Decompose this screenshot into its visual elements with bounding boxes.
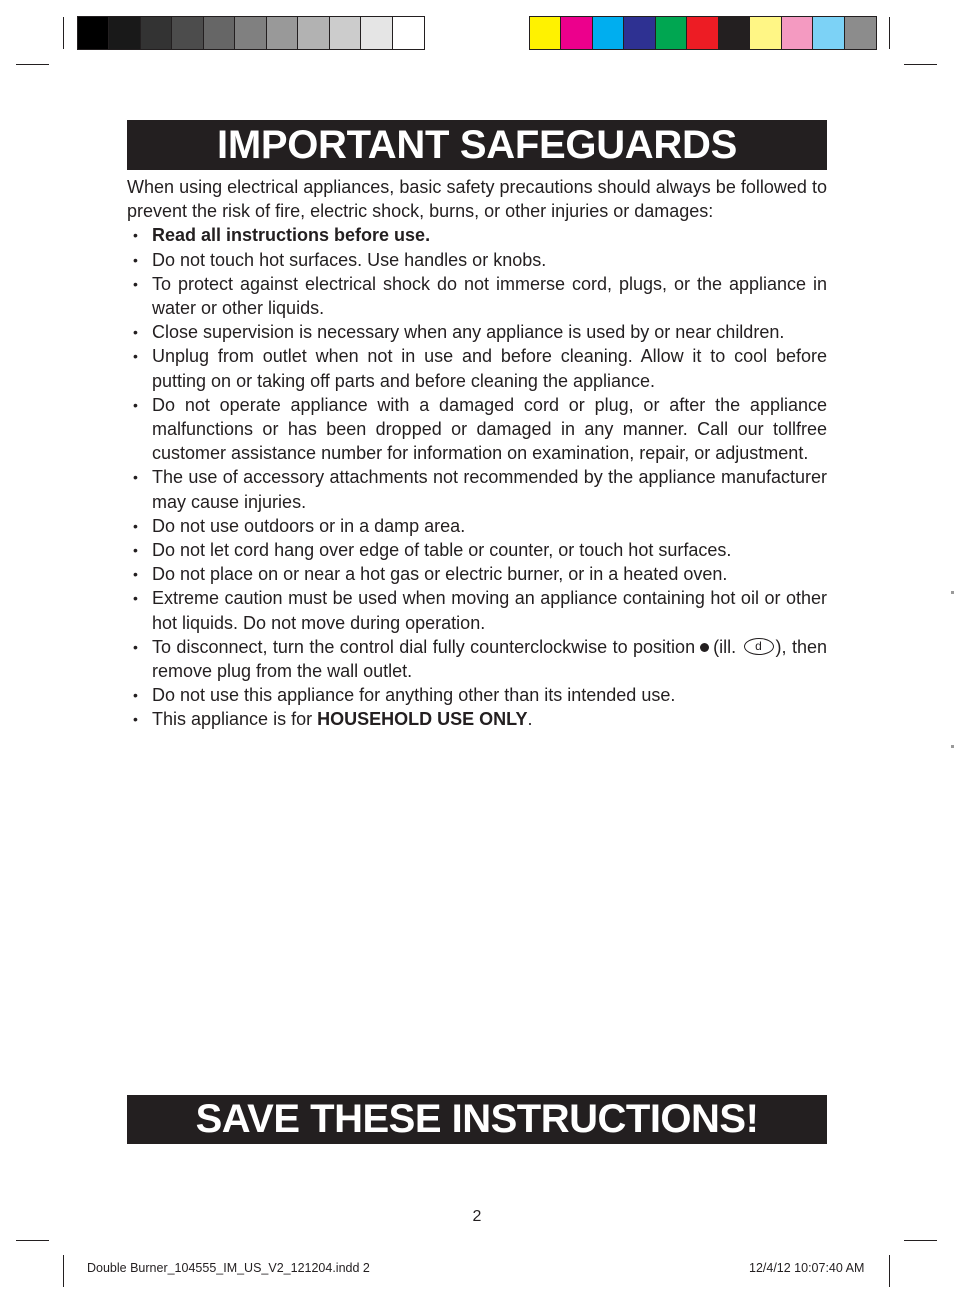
bullet-icon: • [133, 227, 138, 244]
list-item-text: Do not use outdoors or in a damp area. [152, 515, 466, 536]
list-item-text: Do not let cord hang over edge of table or counter, or touch hot surfaces. [152, 540, 732, 561]
grayscale-swatch [78, 17, 109, 49]
process-swatch [782, 17, 813, 49]
list-item-text: Do not use this appliance for anything other than its intended use. [152, 685, 676, 706]
illustration-d-icon: d [744, 638, 774, 655]
list-item [127, 586, 827, 634]
list-item [127, 320, 827, 344]
list-item-text: then remove plug from the wall outlet. [152, 636, 827, 682]
list-item [127, 683, 827, 707]
list-item [127, 272, 827, 320]
bullet-icon: • [133, 687, 138, 704]
grayscale-swatch [109, 17, 140, 49]
process-swatch [656, 17, 687, 49]
grayscale-swatch [235, 17, 266, 49]
crop-mark [16, 64, 49, 65]
crop-mark [904, 1240, 937, 1241]
slug-timestamp: 12/4/12 10:07:40 AM [749, 1261, 865, 1275]
crop-mark [889, 1255, 890, 1287]
list-item-text: This appliance is for [152, 709, 318, 730]
bullet-icon: • [133, 396, 138, 413]
save-instructions-banner: SAVE THESE INSTRUCTIONS! [127, 1095, 827, 1144]
crop-mark [889, 17, 890, 49]
crop-mark [904, 64, 937, 65]
bullet-icon: • [133, 324, 138, 341]
process-swatch [561, 17, 592, 49]
grayscale-swatch [361, 17, 392, 49]
process-swatch [719, 17, 750, 49]
list-item [127, 393, 827, 466]
illustration-reference-suffix: ), [775, 636, 787, 657]
household-use-emphasis: HOUSEHOLD USE ONLY [317, 709, 528, 730]
bullet-icon: • [133, 566, 138, 583]
illustration-reference-prefix: (ill. [713, 636, 737, 657]
process-color-bar [529, 16, 877, 50]
list-item [127, 514, 827, 538]
crop-mark [16, 1240, 49, 1241]
grayscale-swatch [141, 17, 172, 49]
bullet-icon: • [133, 542, 138, 559]
process-swatch [687, 17, 718, 49]
grayscale-swatch [172, 17, 203, 49]
bullet-icon: • [133, 711, 138, 728]
list-item-text: The use of accessory attachments not recommended by the appliance manufacturer may cause injuries. [152, 467, 827, 512]
process-swatch [593, 17, 624, 49]
page-title: IMPORTANT SAFEGUARDS [127, 120, 827, 170]
bullet-icon: • [133, 469, 138, 486]
list-item [127, 223, 827, 247]
list-item-punctuation: . [527, 709, 533, 730]
list-item-text: Do not place on or near a hot gas or electric burner, or in a heated oven. [152, 564, 728, 585]
bullet-icon: • [133, 348, 138, 365]
intro-paragraph: When using electrical appliances, basic safety precautions should always be followed to prevent the risk of fire, electric shock, burns, or other injuries or damages: [127, 177, 827, 222]
list-item [127, 707, 827, 731]
process-swatch [813, 17, 844, 49]
off-position-dot-icon [700, 643, 709, 652]
page-number: 2 [472, 1208, 482, 1225]
process-swatch [624, 17, 655, 49]
list-item-text: Unplug from outlet when not in use and before cleaning. Allow it to cool before putting on or taking off parts and before cleaning the appliance. [152, 346, 827, 391]
list-item-text: Do not touch hot surfaces. Use handles or knobs. [152, 249, 547, 270]
list-item-text: To disconnect, turn the control dial fully counterclockwise to position [152, 636, 696, 657]
list-item [127, 635, 827, 683]
crop-mark [63, 17, 64, 49]
list-item-text: Close supervision is necessary when any appliance is used by or near children. [152, 322, 785, 343]
grayscale-color-bar [77, 16, 425, 50]
list-item [127, 538, 827, 562]
list-item-text: Extreme caution must be used when moving an appliance containing hot oil or other hot liquids. Do not move during operation. [152, 588, 827, 633]
list-item [127, 465, 827, 513]
process-swatch [845, 17, 876, 49]
safeguards-list [127, 223, 827, 731]
grayscale-swatch [267, 17, 298, 49]
bullet-icon: • [133, 638, 138, 655]
list-item-text: To protect against electrical shock do not immerse cord, plugs, or the appliance in water or other liquids. [152, 273, 827, 319]
grayscale-swatch [330, 17, 361, 49]
bullet-icon: • [133, 590, 138, 607]
list-item [127, 248, 827, 272]
grayscale-swatch [204, 17, 235, 49]
grayscale-swatch [298, 17, 329, 49]
process-swatch [530, 17, 561, 49]
file-slug: Double Burner_104555_IM_US_V2_121204.indd 2 [87, 1261, 370, 1275]
process-swatch [750, 17, 781, 49]
list-item [127, 562, 827, 586]
list-item-text: Read all instructions before use. [152, 225, 431, 246]
list-item-text: Do not operate appliance with a damaged cord or plug, or after the appliance malfunctions or has been dropped or damaged in any manner. Call our tollfree customer assistance number for information on examination, repair, or adjustment. [152, 394, 827, 464]
safeguards-content [127, 175, 827, 732]
crop-mark [63, 1255, 64, 1287]
bullet-icon: • [133, 251, 138, 268]
grayscale-swatch [393, 17, 424, 49]
bullet-icon: • [133, 275, 138, 292]
bullet-icon: • [133, 517, 138, 534]
list-item [127, 344, 827, 392]
